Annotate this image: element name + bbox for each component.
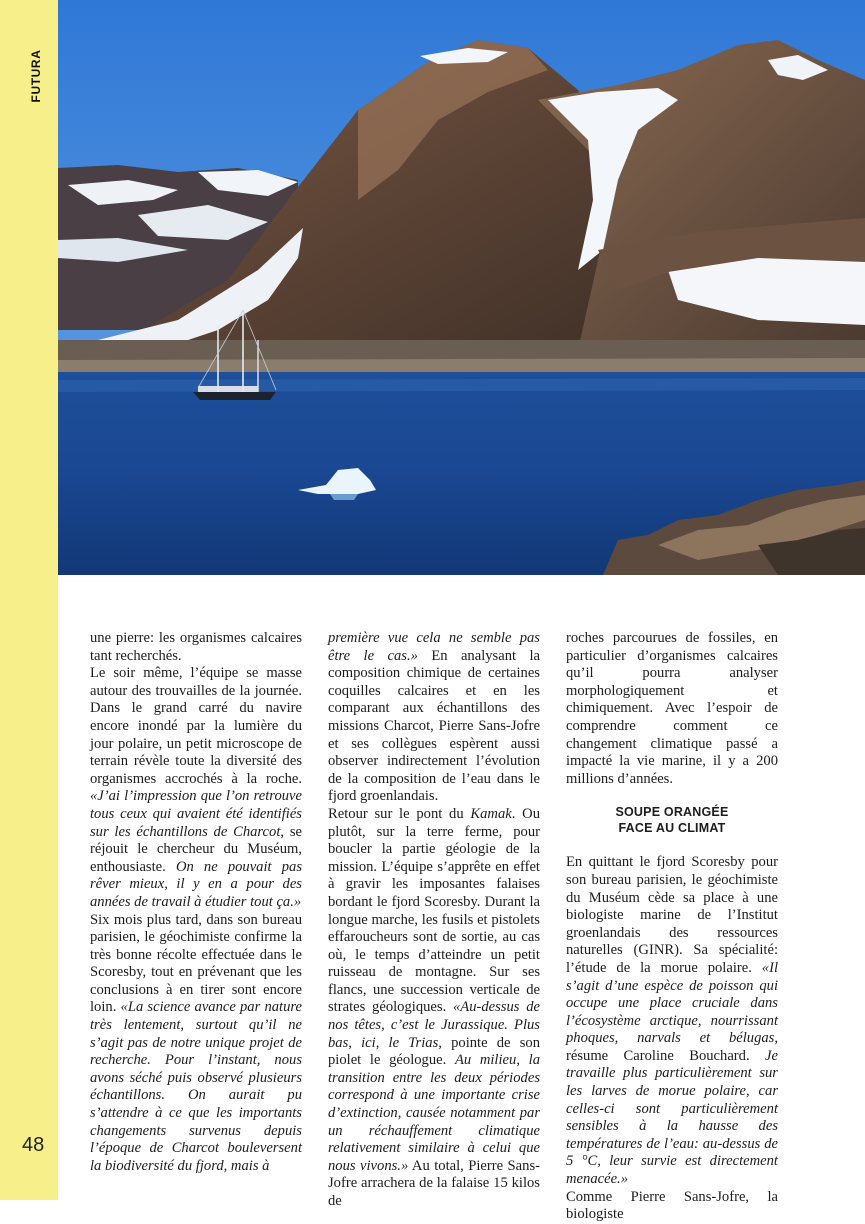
paragraph xyxy=(90,630,302,665)
paragraph xyxy=(566,630,778,788)
italic-run: première vue cela ne semble pas être le cas.» xyxy=(328,630,540,664)
italic-run: Je travaille plus particulièrement sur les larves de morue polaire, car celles-ci sont particulièrement sensibles à la hausse des températures de l’eau: au-dessus de 5 °C, leur survie est directement menacée.» xyxy=(566,1047,778,1188)
column-2 xyxy=(328,630,540,1211)
text-run: . Ou plutôt, sur la terre ferme, pour boucler la partie géologie de la mission. L’équipe s’apprête en effet à gravir les imposantes falaises bordant le fjord Scoresby. Durant la longue marche, les fusils et pistolets effaroucheurs sont de sortie, au cas où, le temps d’atteindre un petit ruisseau de montagne. Sur ses flancs, une succession verticale de strates géologiques. xyxy=(328,805,540,1016)
page-number: 48 xyxy=(22,1134,45,1156)
italic-run: On ne pouvait pas rêver mieux, il y en a pour des années de travail à étudier tout ça.» xyxy=(90,858,302,910)
italic-run: Au milieu, la transition entre les deux périodes correspond à une importante crise d’extinction, causée notamment par un réchauffement climatique relativement similaire à celui que nous vivons.» xyxy=(328,1052,540,1174)
subheading-line-2: FACE AU CLIMAT xyxy=(618,821,726,836)
paragraph xyxy=(328,806,540,1211)
text-run: , pointe de son piolet le géologue. xyxy=(328,1034,540,1069)
text-run: , se réjouit le chercheur du Muséum, enthousiaste. xyxy=(90,823,302,875)
column-3-top xyxy=(566,630,778,788)
yellow-sidebar xyxy=(0,0,58,1200)
text-run: Comme Pierre Sans-Jofre, la biologiste xyxy=(566,1188,778,1223)
paragraph xyxy=(90,665,302,911)
column-3-bottom xyxy=(566,854,778,1223)
column-3 xyxy=(566,630,778,1224)
paragraph xyxy=(566,1189,778,1224)
text-run: Au total, Pierre Sans-Jofre arrachera de la falaise 15 kilos de xyxy=(328,1157,540,1209)
section-subheading xyxy=(566,804,778,836)
text-run: En quittant le fjord Scoresby pour son bureau parisien, le géochimiste du Muséum cède sa place à une biologiste marine de l’Institut groenlandais des ressources naturelles (GINR). Sa spécialité: l’étude de la morue polaire. xyxy=(566,854,778,976)
paragraph xyxy=(328,630,540,806)
text-run: En analysant la composition chimique de certaines coquilles calcaires et en les comparant aux échantillons des missions Charcot, Pierre Sans-Jofre et ses collègues espèrent aussi observer indirectement l’évolution de la composition de l’eau dans le fjord groenlandais. xyxy=(328,647,540,805)
text-run: , résume Caroline Bouchard. xyxy=(566,1030,778,1064)
column-1 xyxy=(90,630,302,1175)
text-run: une pierre: les organismes calcaires tant recherchés. xyxy=(90,630,302,664)
text-run: Le soir même, l’équipe se masse autour des trouvailles de la journée. Dans le grand carré du navire encore inondé par la lumière du jour polaire, un petit microscope de terrain révèle toute la diversité des organismes accrochés à la roche. xyxy=(90,665,302,787)
arctic-fjord-photo xyxy=(58,0,865,575)
text-run: Retour sur le pont du xyxy=(328,805,471,822)
italic-run: Kamak xyxy=(470,805,512,822)
italic-run: «Il s’agit d’une espèce de poisson qui occupe une place cruciale dans l’écosystème arctique, nourrissant phoques, narvals et bélugas xyxy=(566,959,778,1047)
brand-text: FUTURA xyxy=(29,49,43,103)
text-run: Six mois plus tard, dans son bureau parisien, le géochimiste confirme la très bonne récolte effectuée dans le Scoresby, tout en prévenant que les conclusions à en tirer sont encore loin. xyxy=(90,911,302,1016)
brand-label xyxy=(26,46,46,106)
text-run: roches parcourues de fossiles, en particulier d’organismes calcaires qu’il pourra analyser morphologiquement et chimiquement. Avec l’espoir de comprendre comment ce changement climatique passé a impacté la vie marine, il y a 200 millions d’années. xyxy=(566,630,778,787)
italic-run: «J’ai l’impression que l’on retrouve tous ceux qui avaient été identifiés sur les échantillons de Charcot xyxy=(90,788,302,840)
italic-run: «La science avance par nature très lentement, surtout qu’il ne s’agit pas de notre unique projet de recherche. Pour l’instant, nous avons séché puis observé plusieurs échantillons. On aurait pu s’attendre à ce que les importants changements survenus depuis l’époque de Charcot bouleversent la biodiversité du fjord, mais à xyxy=(90,999,303,1174)
paragraph xyxy=(90,912,302,1176)
italic-run: «Au-dessus de nos têtes, c’est le Jurassique. Plus bas, ici, le Trias xyxy=(328,999,540,1051)
paragraph xyxy=(566,854,778,1188)
subheading-line-1: SOUPE ORANGÉE xyxy=(615,805,729,820)
